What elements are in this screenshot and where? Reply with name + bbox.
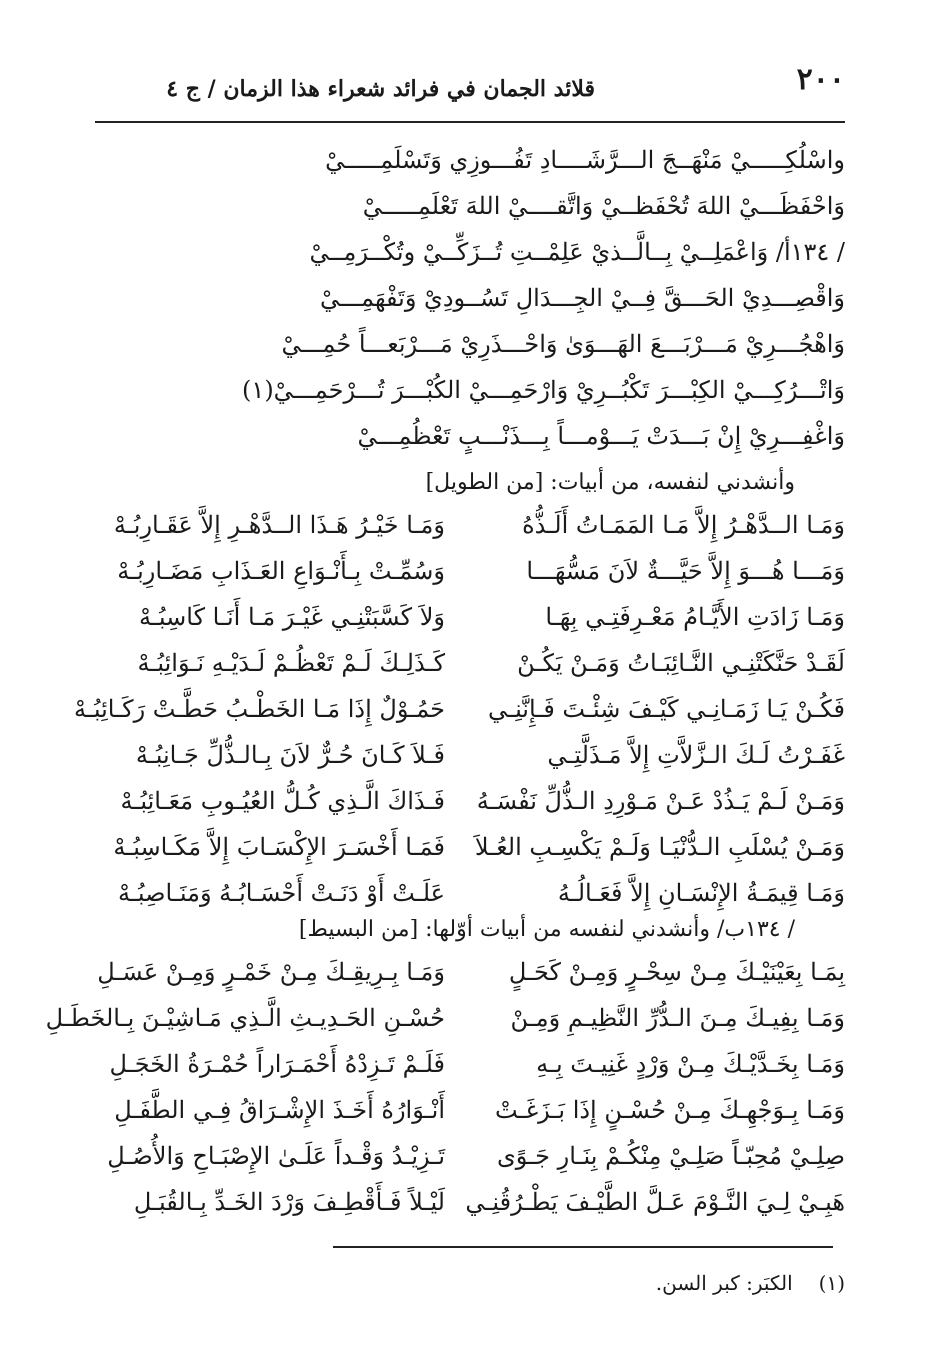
poem2-verse-4-second-hemistich: كَـذَلِـكَ لَـمْ تَعْظُـمْ لَـدَيْـهِ نَـوَائِبُـهْ <box>137 649 445 677</box>
poem3-intro: / ١٣٤ب/ وأنشدني لنفسه من أبيات أوّلها: [من البسيط] <box>298 917 795 942</box>
poem2-intro: وأنشدني لنفسه، من أبيات: [من الطويل] <box>425 470 795 495</box>
poem3-verse <box>95 1182 845 1222</box>
poem3-verse-6-second-hemistich: لَيْـلاً فَـأَقْطِـفَ وَرْدَ الخَـدِّ بِـالقُبَـلِ <box>133 1188 445 1216</box>
poem2-verse-6-first-hemistich: غَفَـرْتُ لَـكَ الـزَّلاَّتِ إِلاَّ مَـذَلَّتِـي <box>547 741 845 769</box>
poem2-verse-4-first-hemistich: لَقَـدْ حَنَّكَتْنِـي النَّـائِبَـاتُ وَمَـنْ يَكُـنْ <box>517 649 845 677</box>
poem2-verse-9-first-hemistich: وَمَـا قِيمَـةُ الإِنْسَـانِ إِلاَّ فَعَـالُـهُ <box>557 879 845 907</box>
running-title: قلائد الجمان في فرائد شعراء هذا الزمان / ج ٤ <box>166 76 595 102</box>
poem3-verse-2-first-hemistich: وَمَـا بِفِيـكَ مِـنَ الـدُّرِّ النَّظِيـمِ وَمِـنْ <box>510 1004 845 1032</box>
poem3-verse-5-second-hemistich: تَـزِيْـدُ وَقْـداً عَلَـىٰ الإِصْبَـاحِ وَالأُصُـلِ <box>107 1142 445 1170</box>
poem2-verse-2-second-hemistich: وَسُمِّـتْ بِـأَنْـوَاعِ العَـذَابِ مَضَـارِبُـهْ <box>117 557 445 585</box>
poem2-verse-2-first-hemistich: وَمَـــا هُـــوَ إِلاَّ حَيَّـــةٌ لاَنَ مَسُّهَـــا <box>526 557 845 585</box>
poem2-verse <box>95 643 845 683</box>
poem2-verse-8-first-hemistich: وَمَـنْ يُسْلَبِ الـدُّنْيَـا وَلَـمْ يَكْسِـبِ العُـلاَ <box>474 833 845 861</box>
poem3-verse-3-first-hemistich: وَمَـا بِخَـدَّيْـكَ مِـنْ وَرْدٍ غَنِيـتَ بِـهِ <box>536 1050 845 1078</box>
poem2-verse <box>95 873 845 913</box>
poem1-verse-4: وَاقْصِـــدِيْ الحَـــقَّ فِــيْ الجِـــدَالِ تَسُــودِيْ وَتَفْهَمِـــيْ <box>319 284 845 312</box>
poem2-verse <box>95 827 845 867</box>
poem1-verse-3: / ١٣٤أ/ وَاعْمَلِــيْ بِــالَّــذيْ عَلِمْــتِ تُــزَكِّــيْ وتُكْــرَمِــيْ <box>309 238 845 266</box>
poem2-verse <box>95 505 845 545</box>
poem3-verse <box>95 952 845 992</box>
poem3-verse-4-first-hemistich: وَمَـا بِـوَجْهِـكَ مِـنْ حُسْـنٍ إِذَا بَـزَغَـتْ <box>494 1096 845 1124</box>
page-number: ٢٠٠ <box>796 62 845 97</box>
poem1-verse-2: وَاحْفَظَـــيْ اللهَ تُحْفَظــيْ وَاتَّقــــيْ اللهَ تَعْلَمِـــــيْ <box>362 192 845 220</box>
poem2-verse <box>95 597 845 637</box>
poem2-verse-7-second-hemistich: فَـذَاكَ الَّـذِي كُـلُّ العُيُـوبِ مَعَـائِبُـهْ <box>120 787 445 815</box>
poem3-verse-5-first-hemistich: صِلِـيْ مُحِبّـاً صَلِـيْ مِنْكُـمْ بِنَـارِ جَـوًى <box>496 1142 845 1170</box>
poem2-verse-5-first-hemistich: فَكُـنْ يَـا زَمَـانِـي كَيْـفَ شِئْـتَ فَـإِنَّنِـي <box>488 695 845 723</box>
poem2-verse-7-first-hemistich: وَمَـنْ لَـمْ يَـذُدْ عَـنْ مَـوْرِدِ الـذُّلِّ نَفْسَـهُ <box>476 787 845 815</box>
poem3-verse <box>95 1090 845 1130</box>
header-divider <box>95 121 845 123</box>
poem3-verse-4-second-hemistich: أَنْـوَارُهُ أَخَـذَ الإِشْـرَاقُ فِـي الطَّفَـلِ <box>114 1096 445 1124</box>
poem3-verse-3-second-hemistich: فَلَـمْ تَـزِدْهُ أَحْمَـرَاراً حُمْـرَةُ الخَجَـلِ <box>109 1050 445 1078</box>
poem3-verse <box>45 998 845 1038</box>
poem1-verse-6: وَاتْـــرُكِـــيْ الكِبْـــرَ تَكْبُــرِيْ وَارْحَمِـــيْ الكُبْـــرَ تُـــرْحَمِـــيْ(١) <box>242 376 845 404</box>
poem2-verse-1-first-hemistich: وَمَـا الــدَّهْـرُ إِلاَّ مَـا المَمَـاتُ أَلَـذُّهُ <box>522 511 845 539</box>
poem3-verse-2-second-hemistich: حُسْـنِ الحَـدِيـثِ الَّـذِي مَـاشِيْـنَ بِـالخَطَـلِ <box>45 1004 445 1032</box>
poem2-verse <box>73 689 845 729</box>
poem2-verse-3-first-hemistich: وَمَـا زَادَتِ الأَيَّـامُ مَعْـرِفَتِـي بِهَـا <box>545 603 845 631</box>
poem2-verse-8-second-hemistich: فَمَـا أَخْسَـرَ الإِكْسَـابَ إِلاَّ مَكَـاسِبُـهْ <box>113 833 445 861</box>
footnote <box>95 1266 845 1300</box>
poem2-verse <box>95 735 845 775</box>
footnote-number: (١) <box>818 1271 845 1295</box>
poem2-verse <box>95 781 845 821</box>
poem3-verse-1-first-hemistich: بِمَـا بِعَيْنَيْـكَ مِـنْ سِحْـرٍ وَمِـنْ كَحَـلٍ <box>508 958 845 986</box>
page-header <box>95 62 845 112</box>
poem2-verse-3-second-hemistich: وَلاَ كَسَّبَتْنِـي غَيْـرَ مَـا أَنَـا كَاسِبُـهْ <box>139 603 445 631</box>
poem2-verse <box>95 551 845 591</box>
poem3-verse <box>95 1044 845 1084</box>
poem1-verse-7: وَاغْفِـــرِيْ إِنْ بَـــدَتْ يَـــوْمـــاً بِـــذَنْـــبٍ تَعْظُمِـــيْ <box>357 422 845 450</box>
poem2-verse-6-second-hemistich: فَـلاَ كَـانَ حُـرٌّ لاَنَ بِـالـذُّلِّ جَـانِبُـهْ <box>135 741 445 769</box>
poem2-verse-5-second-hemistich: حَمُـوْلٌ إِذَا مَـا الخَطْـبُ حَطَّـتْ رَكَـائِبُـهْ <box>73 695 445 723</box>
poem2-verse-9-second-hemistich: عَلَـتْ أَوْ دَنَـتْ أَحْسَـابُـهُ وَمَنَـاصِبُـهْ <box>118 879 445 907</box>
poem3-verse-1-second-hemistich: وَمَـا بِـرِيقِـكَ مِـنْ خَمْـرٍ وَمِـنْ عَسَـلِ <box>97 958 445 986</box>
poem1-verse-5: وَاهْجُـــرِيْ مَـــرْبَـــعَ الهَـــوَىٰ وَاحْـــذَرِيْ مَـــرْبَعـــاً حُمِـــيْ <box>281 330 845 358</box>
poem2-verse-1-second-hemistich: وَمَـا خَيْـرُ هَـذَا الــدَّهْـرِ إِلاَّ عَقَـارِبُـهْ <box>113 511 445 539</box>
poem3-verse-6-first-hemistich: هَبِـيْ لِـيَ النَّـوْمَ عَـلَّ الطَّيْـفَ يَطْـرُقُنِـي <box>465 1188 845 1216</box>
poem1-verse-1: واسْلُكِـــــيْ مَنْهَــجَ الـــرَّشَــــادِ تَفُـــوزِي وَتَسْلَمِـــــيْ <box>325 146 845 174</box>
footnote-divider <box>333 1246 833 1248</box>
footnote-text: الكبَر: كبر السن. <box>655 1271 793 1295</box>
poem3-verse <box>95 1136 845 1176</box>
